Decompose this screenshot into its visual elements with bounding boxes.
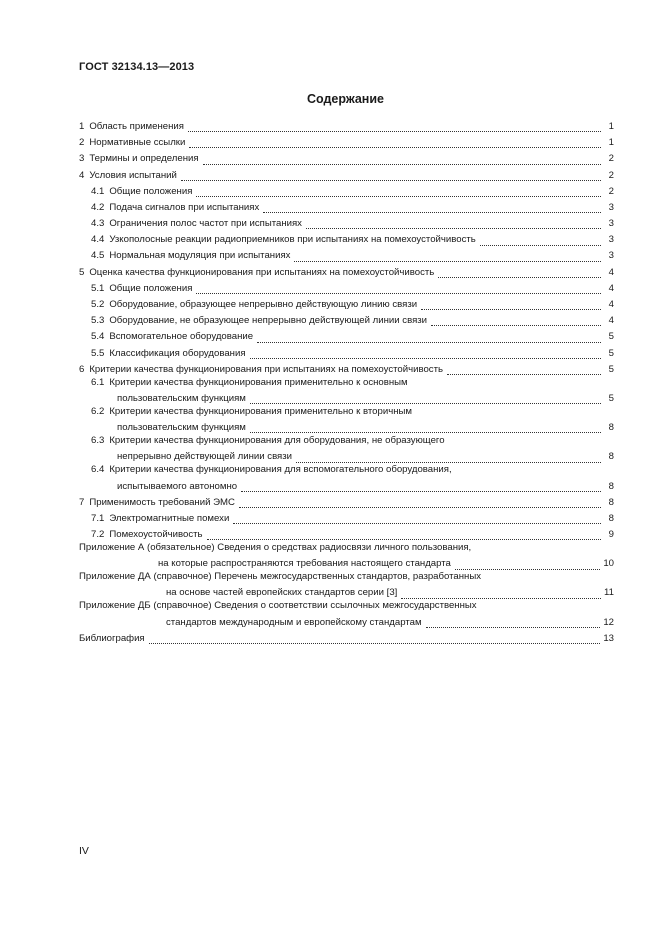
toc-entry-5-1[interactable]: [79, 281, 614, 297]
toc-page: 3: [608, 250, 614, 262]
toc-appendix-da[interactable]: [79, 573, 614, 586]
toc-entry-6-1[interactable]: [79, 378, 614, 391]
toc-title: Ограничения полос частот при испытаниях: [109, 218, 302, 230]
toc-title-cont: пользовательским функциям: [117, 422, 246, 434]
dot-leader: [241, 490, 601, 492]
dot-leader: [250, 357, 601, 359]
toc-appendix-a[interactable]: [79, 543, 614, 556]
table-of-contents: [79, 119, 614, 647]
toc-page: 4: [608, 266, 614, 278]
toc-page: 8: [608, 512, 614, 524]
toc-number: 5.1: [91, 282, 105, 294]
toc-entry-5-4[interactable]: [79, 329, 614, 345]
toc-page: 2: [608, 153, 614, 165]
dot-leader: [480, 244, 601, 246]
toc-entry-5-3[interactable]: [79, 313, 614, 329]
toc-number: 4.3: [91, 218, 105, 230]
toc-appendix-db-cont[interactable]: [79, 615, 614, 631]
toc-bibliography[interactable]: [79, 631, 614, 647]
toc-title: Оценка качества функционирования при испытаниях на помехоустойчивость: [89, 266, 435, 278]
toc-page: 3: [608, 201, 614, 213]
toc-title: Узкополосные реакции радиоприемников при испытаниях на помехоустойчивость: [109, 234, 476, 246]
toc-page: 2: [608, 169, 614, 181]
dot-leader: [257, 341, 601, 343]
toc-title-cont: на основе частей европейских стандартов серии [3]: [166, 587, 398, 599]
toc-title: Критерии качества функционирования для оборудования, не образующего: [109, 435, 445, 447]
toc-page: 4: [608, 299, 614, 311]
toc-title: Область применения: [89, 120, 184, 132]
dot-leader: [431, 324, 601, 326]
toc-entry-4-3[interactable]: [79, 216, 614, 232]
toc-page: 13: [603, 632, 614, 644]
toc-title: Библиография: [79, 632, 145, 644]
toc-title: Оборудование, не образующее непрерывно действующей линии связи: [109, 315, 428, 327]
toc-page: 3: [608, 234, 614, 246]
dot-leader: [233, 522, 601, 524]
toc-title: Критерии качества функционирования применительно к вторичным: [109, 405, 412, 417]
toc-entry-6-4-cont[interactable]: [79, 479, 614, 495]
toc-number: 5.3: [91, 315, 105, 327]
toc-number: 6.4: [91, 464, 105, 476]
toc-title: Нормальная модуляция при испытаниях: [109, 250, 291, 262]
dot-leader: [447, 373, 601, 375]
toc-page: 8: [608, 422, 614, 434]
toc-number: 4.1: [91, 185, 105, 197]
toc-number: 6.1: [91, 376, 105, 388]
toc-number: 7.2: [91, 529, 105, 541]
toc-page: 3: [608, 218, 614, 230]
toc-title-cont: испытываемого автономно: [117, 480, 238, 492]
toc-entry-7[interactable]: [79, 495, 614, 511]
toc-title: Приложение ДБ (справочное) Сведения о соответствии ссылочных межгосударственных: [79, 600, 477, 612]
dot-leader: [181, 179, 601, 181]
toc-page: 8: [608, 496, 614, 508]
toc-title: Критерии качества функционирования для вспомогательного оборудования,: [109, 464, 452, 476]
toc-title: Нормативные ссылки: [89, 137, 186, 149]
dot-leader: [421, 308, 601, 310]
toc-page: 10: [603, 558, 614, 570]
toc-page: 11: [604, 587, 614, 599]
toc-entry-4-4[interactable]: [79, 232, 614, 248]
toc-page: 1: [608, 137, 614, 149]
dot-leader: [203, 163, 601, 165]
toc-title: Подача сигналов при испытаниях: [109, 201, 260, 213]
dot-leader: [263, 211, 601, 213]
toc-title-cont: пользовательским функциям: [117, 392, 246, 404]
dot-leader: [306, 227, 601, 229]
toc-title: Общие положения: [109, 185, 193, 197]
toc-page: 4: [608, 282, 614, 294]
toc-number: 1: [79, 120, 85, 132]
dot-leader: [189, 146, 601, 148]
toc-title: Приложение А (обязательное) Сведения о средствах радиосвязи личного пользования,: [79, 542, 472, 554]
toc-entry-5-2[interactable]: [79, 297, 614, 313]
toc-number: 7: [79, 496, 85, 508]
dot-leader: [294, 260, 601, 262]
toc-number: 4.2: [91, 201, 105, 213]
toc-title: Вспомогательное оборудование: [109, 331, 254, 343]
toc-entry-4-5[interactable]: [79, 249, 614, 265]
dot-leader: [196, 195, 601, 197]
toc-title-cont: непрерывно действующей линии связи: [117, 451, 293, 463]
toc-title: Условия испытаний: [89, 169, 177, 181]
toc-number: 4.4: [91, 234, 105, 246]
toc-page: 9: [608, 529, 614, 541]
toc-number: 5.5: [91, 347, 105, 359]
toc-title-cont: на которые распространяются требования настоящего стандарта: [158, 558, 451, 570]
toc-entry-6-3[interactable]: [79, 436, 614, 449]
toc-number: 2: [79, 137, 85, 149]
toc-entry-3[interactable]: [79, 151, 614, 167]
toc-entry-6-2[interactable]: [79, 407, 614, 420]
toc-title-cont: стандартов международным и европейскому стандартам: [166, 616, 422, 628]
toc-page: 5: [608, 363, 614, 375]
toc-page: 12: [603, 616, 614, 628]
toc-entry-7-1[interactable]: [79, 511, 614, 527]
document-header: ГОСТ 32134.13—2013: [79, 61, 195, 73]
toc-number: 4: [79, 169, 85, 181]
toc-title: Общие положения: [109, 282, 193, 294]
page-title: Содержание: [306, 92, 384, 106]
toc-entry-6-4[interactable]: [79, 466, 614, 479]
dot-leader: [196, 292, 601, 294]
toc-page: 5: [608, 331, 614, 343]
toc-title: Приложение ДА (справочное) Перечень межгосударственных стандартов, разработанных: [79, 571, 482, 583]
toc-number: 5.2: [91, 299, 105, 311]
dot-leader: [149, 642, 601, 644]
toc-title: Критерии качества функционирования при испытаниях на помехоустойчивость: [89, 363, 443, 375]
toc-entry-5[interactable]: [79, 265, 614, 281]
toc-number: 4.5: [91, 250, 105, 262]
toc-number: 5: [79, 266, 85, 278]
toc-title: Помехоустойчивость: [109, 529, 203, 541]
toc-page: 5: [608, 347, 614, 359]
toc-entry-1[interactable]: [79, 119, 614, 135]
toc-page: 4: [608, 315, 614, 327]
dot-leader: [239, 506, 601, 508]
toc-number: 7.1: [91, 512, 105, 524]
toc-entry-4-1[interactable]: [79, 184, 614, 200]
toc-page: 8: [608, 451, 614, 463]
toc-page: 8: [608, 480, 614, 492]
toc-number: 6.3: [91, 435, 105, 447]
toc-entry-4[interactable]: [79, 168, 614, 184]
toc-title: Электромагнитные помехи: [109, 512, 230, 524]
toc-entry-2[interactable]: [79, 135, 614, 151]
dot-leader: [426, 626, 601, 628]
toc-number: 3: [79, 153, 85, 165]
dot-leader: [188, 130, 601, 132]
toc-title: Оборудование, образующее непрерывно действующую линию связи: [109, 299, 418, 311]
toc-entry-5-5[interactable]: [79, 346, 614, 362]
toc-title: Критерии качества функционирования применительно к основным: [109, 376, 408, 388]
toc-title: Термины и определения: [89, 153, 199, 165]
toc-page: 1: [608, 120, 614, 132]
toc-number: 6.2: [91, 405, 105, 417]
toc-title: Классификация оборудования: [109, 347, 246, 359]
toc-appendix-db[interactable]: [79, 602, 614, 615]
toc-number: 6: [79, 363, 85, 375]
page-number: IV: [79, 845, 89, 857]
toc-page: 2: [608, 185, 614, 197]
toc-number: 5.4: [91, 331, 105, 343]
toc-entry-4-2[interactable]: [79, 200, 614, 216]
toc-title: Применимость требований ЭМС: [89, 496, 235, 508]
toc-page: 5: [608, 392, 614, 404]
dot-leader: [438, 276, 601, 278]
